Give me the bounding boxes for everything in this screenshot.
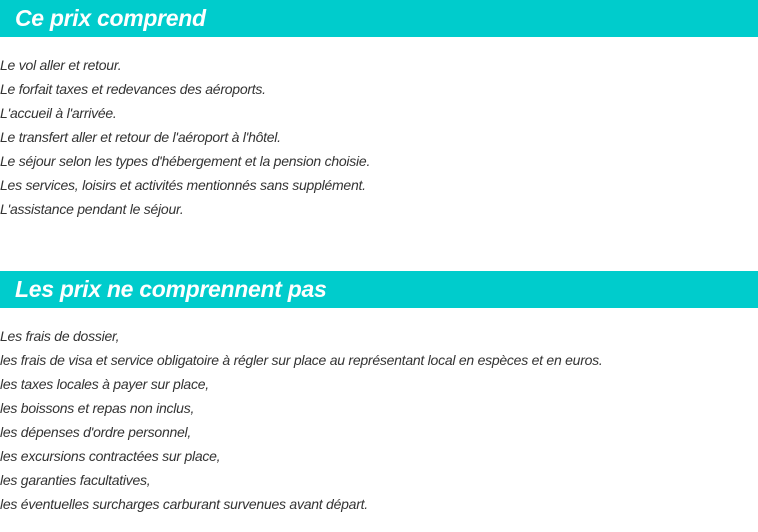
list-item: Le séjour selon les types d'hébergement et la pension choisie. — [0, 153, 371, 169]
list-item: les excursions contractées sur place, — [0, 448, 221, 464]
included-section-title: Ce prix comprend — [15, 5, 206, 31]
excluded-items-list — [0, 324, 603, 516]
excluded-section-header — [0, 271, 758, 308]
included-items-list — [0, 53, 370, 221]
list-item: les garanties facultatives, — [0, 472, 151, 488]
list-item: les dépenses d'ordre personnel, — [0, 424, 192, 440]
list-item: L'accueil à l'arrivée. — [0, 105, 117, 121]
list-item: Les services, loisirs et activités mentionnés sans supplément. — [0, 177, 366, 193]
excluded-section-title: Les prix ne comprennent pas — [15, 276, 327, 302]
included-section-header — [0, 0, 758, 37]
list-item: les boissons et repas non inclus, — [0, 400, 195, 416]
list-item: les taxes locales à payer sur place, — [0, 376, 209, 392]
list-item: L'assistance pendant le séjour. — [0, 201, 184, 217]
list-item: les éventuelles surcharges carburant survenues avant départ. — [0, 496, 368, 512]
list-item: Le transfert aller et retour de l'aéroport à l'hôtel. — [0, 129, 281, 145]
list-item: Le vol aller et retour. — [0, 57, 122, 73]
list-item: Les frais de dossier, — [0, 328, 120, 344]
list-item: les frais de visa et service obligatoire à régler sur place au représentant local en espèces et en euros. — [0, 352, 603, 368]
list-item: Le forfait taxes et redevances des aéroports. — [0, 81, 266, 97]
